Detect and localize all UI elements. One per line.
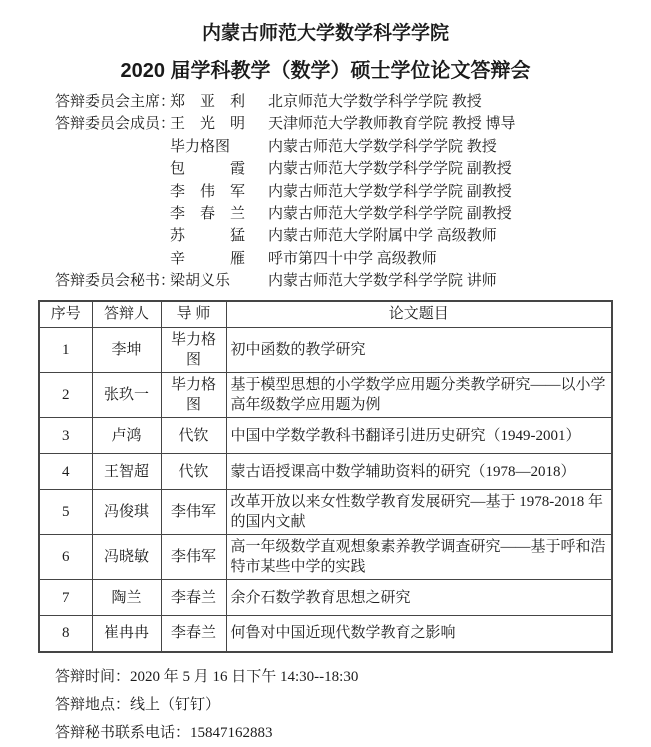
- committee-role-label: 答辩委员会主席：: [55, 94, 176, 110]
- defense-schedule-table: [38, 300, 613, 653]
- cell-index: 4: [39, 454, 92, 490]
- cell-thesis-title: 余介石数学教育思想之研究: [226, 580, 612, 616]
- cell-advisor: 代钦: [161, 418, 226, 454]
- committee-member-name: 李 伟 军: [170, 183, 246, 200]
- cell-defender: 冯晓敏: [92, 535, 161, 580]
- defense-time: 答辩时间：2020 年 5 月 16 日下午 14:30--18:30: [55, 668, 359, 685]
- cell-defender: 李坤: [92, 328, 161, 373]
- committee-member-affiliation: 内蒙古师范大学数学科学学院 教授: [268, 138, 497, 155]
- committee-member-name: 苏 猛: [170, 228, 246, 245]
- cell-thesis-title: 高一年级数学直观想象素养教学调查研究——基于呼和浩特市某些中学的实践: [226, 535, 612, 580]
- table-row: [39, 328, 612, 373]
- cell-index: 1: [39, 328, 92, 373]
- committee-member-affiliation: 北京师范大学数学科学学院 教授: [268, 94, 482, 110]
- header-cell-thesis-title: 论文题目: [226, 301, 612, 328]
- cell-index: 3: [39, 418, 92, 454]
- committee-row: [55, 91, 651, 113]
- header-cell-advisor: 导 师: [161, 301, 226, 328]
- cell-thesis-title: 何鲁对中国近现代数学教育之影响: [226, 616, 612, 652]
- cell-defender: 张玖一: [92, 373, 161, 418]
- cell-thesis-title: 改革开放以来女性数学教育发展研究—基于 1978-2018 年的国内文献: [226, 490, 612, 535]
- cell-thesis-title: 初中函数的教学研究: [226, 328, 612, 373]
- cell-thesis-title: 中国中学数学教科书翻译引进历史研究（1949-2001）: [226, 418, 612, 454]
- cell-index: 5: [39, 490, 92, 535]
- committee-member-name: 李 春 兰: [170, 206, 246, 223]
- committee-list: [55, 91, 651, 293]
- cell-index: 2: [39, 373, 92, 418]
- committee-member-name: 梁胡义乐: [170, 273, 231, 290]
- committee-role-label: [55, 181, 170, 203]
- committee-row: [55, 113, 651, 135]
- committee-member-affiliation: 内蒙古师范大学数学科学学院 副教授: [268, 206, 512, 223]
- committee-member-name: 郑 亚 利: [170, 94, 246, 110]
- committee-role-label: [55, 248, 170, 270]
- table-row: [39, 535, 612, 580]
- table-header-row: [39, 301, 612, 328]
- table-row: [39, 454, 612, 490]
- secretary-phone: 答辩秘书联系电话：15847162883: [55, 724, 273, 741]
- committee-member-affiliation: 内蒙古师范大学数学科学学院 副教授: [268, 161, 512, 178]
- committee-role-label: 答辩委员会秘书：: [55, 273, 176, 290]
- committee-row: [55, 158, 651, 180]
- committee-member-name: 毕力格图: [170, 138, 231, 155]
- footer-info: [55, 663, 651, 747]
- committee-member-affiliation: 呼市第四十中学 高级教师: [268, 250, 437, 267]
- committee-member-affiliation: 内蒙古师范大学附属中学 高级教师: [268, 228, 497, 245]
- committee-role-label: [55, 203, 170, 225]
- committee-role-label: [55, 158, 170, 180]
- committee-row: [55, 225, 651, 247]
- cell-thesis-title: 基于模型思想的小学数学应用题分类教学研究——以小学高年级数学应用题为例: [226, 373, 612, 418]
- committee-row: [55, 181, 651, 203]
- cell-defender: 崔冉冉: [92, 616, 161, 652]
- page-title: 内蒙古师范大学数学科学学院: [201, 23, 449, 44]
- table-row: [39, 580, 612, 616]
- cell-index: 8: [39, 616, 92, 652]
- committee-role-label: [55, 225, 170, 247]
- page-subtitle: 2020 届学科教学（数学）硕士学位论文答辩会: [120, 60, 531, 82]
- table-row: [39, 418, 612, 454]
- cell-defender: 陶兰: [92, 580, 161, 616]
- committee-row: [55, 248, 651, 270]
- defense-location: 答辩地点：线上（钉钉）: [55, 696, 221, 713]
- committee-role-label: [55, 136, 170, 158]
- committee-role-label: 答辩委员会成员：: [55, 116, 176, 133]
- table-row: [39, 373, 612, 418]
- committee-member-affiliation: 天津师范大学教师教育学院 教授 博导: [268, 116, 516, 133]
- cell-defender: 王智超: [92, 454, 161, 490]
- cell-defender: 冯俊琪: [92, 490, 161, 535]
- committee-member-name: 辛 雁: [170, 250, 246, 267]
- committee-member-name: 王 光 明: [170, 116, 246, 133]
- cell-advisor: 李春兰: [161, 616, 226, 652]
- committee-row: [55, 136, 651, 158]
- header-cell-defender: 答辩人: [92, 301, 161, 328]
- committee-row: [55, 270, 651, 292]
- cell-index: 7: [39, 580, 92, 616]
- table-row: [39, 490, 612, 535]
- cell-advisor: 代钦: [161, 454, 226, 490]
- cell-advisor: 李伟军: [161, 535, 226, 580]
- header-cell-index: 序号: [39, 301, 92, 328]
- committee-row: [55, 203, 651, 225]
- cell-index: 6: [39, 535, 92, 580]
- committee-member-affiliation: 内蒙古师范大学数学科学学院 讲师: [268, 273, 497, 290]
- cell-thesis-title: 蒙古语授课高中数学辅助资料的研究（1978—2018）: [226, 454, 612, 490]
- committee-member-name: 包 霞: [170, 161, 246, 178]
- committee-member-affiliation: 内蒙古师范大学数学科学学院 副教授: [268, 183, 512, 200]
- cell-advisor: 李伟军: [161, 490, 226, 535]
- table-row: [39, 616, 612, 652]
- cell-advisor: 毕力格图: [161, 373, 226, 418]
- cell-defender: 卢鸿: [92, 418, 161, 454]
- cell-advisor: 毕力格图: [161, 328, 226, 373]
- cell-advisor: 李春兰: [161, 580, 226, 616]
